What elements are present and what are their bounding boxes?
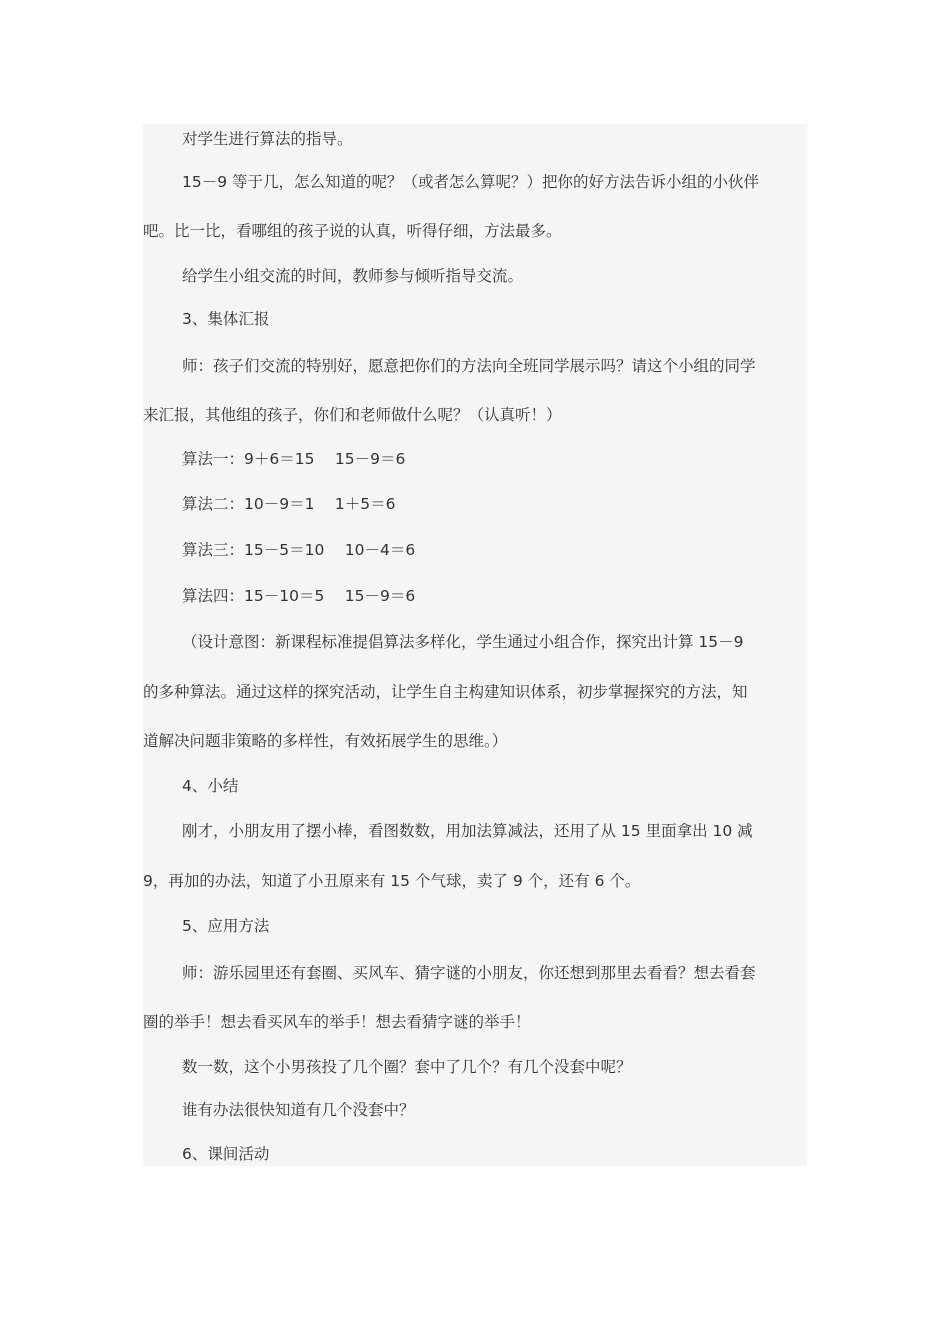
paragraph-line: 道解决问题非策略的多样性，有效拓展学生的思维。） — [143, 732, 508, 750]
paragraph-line: 15－9 等于几，怎么知道的呢？（或者怎么算呢？）把你的好方法告诉小组的小伙伴 — [182, 173, 760, 191]
section-heading: 3、集体汇报 — [182, 310, 270, 328]
paragraph-line: 师：孩子们交流的特别好，愿意把你们的方法向全班同学展示吗？请这个小组的同学 — [182, 357, 756, 375]
math-method-line: 算法四：15－10＝5 15－9＝6 — [182, 587, 416, 605]
math-method-line: 算法三：15－5＝10 10－4＝6 — [182, 541, 416, 559]
document-text-block — [143, 124, 807, 1166]
paragraph-line: 的多种算法。通过这样的探究活动，让学生自主构建知识体系，初步掌握探究的方法，知 — [143, 683, 748, 701]
math-method-line: 算法一：9＋6＝15 15－9＝6 — [182, 450, 406, 468]
paragraph-line: 数一数，这个小男孩投了几个圈？套中了几个？有几个没套中呢？ — [182, 1058, 632, 1076]
paragraph-line: 对学生进行算法的指导。 — [182, 130, 353, 148]
paragraph-line: 吧。比一比，看哪组的孩子说的认真，听得仔细，方法最多。 — [143, 222, 562, 240]
paragraph-line: 刚才，小朋友用了摆小棒，看图数数，用加法算减法，还用了从 15 里面拿出 10 减 — [182, 822, 753, 840]
section-heading: 5、应用方法 — [182, 917, 270, 935]
section-heading: 4、小结 — [182, 777, 239, 795]
paragraph-line: 来汇报，其他组的孩子，你们和老师做什么呢？（认真听！） — [143, 406, 562, 424]
math-method-line: 算法二：10－9＝1 1＋5＝6 — [182, 495, 396, 513]
paragraph-line: 圈的举手！想去看买风车的举手！想去看猜字谜的举手！ — [143, 1013, 531, 1031]
paragraph-line: （设计意图：新课程标准提倡算法多样化，学生通过小组合作，探究出计算 15－9 — [182, 633, 744, 651]
paragraph-line: 谁有办法很快知道有几个没套中？ — [182, 1101, 415, 1119]
paragraph-line: 师：游乐园里还有套圈、买风车、猜字谜的小朋友，你还想到那里去看看？想去看套 — [182, 964, 756, 982]
paragraph-line: 9，再加的办法，知道了小丑原来有 15 个气球，卖了 9 个，还有 6 个。 — [143, 872, 641, 890]
section-heading: 6、课间活动 — [182, 1145, 270, 1163]
paragraph-line: 给学生小组交流的时间，教师参与倾听指导交流。 — [182, 267, 524, 285]
